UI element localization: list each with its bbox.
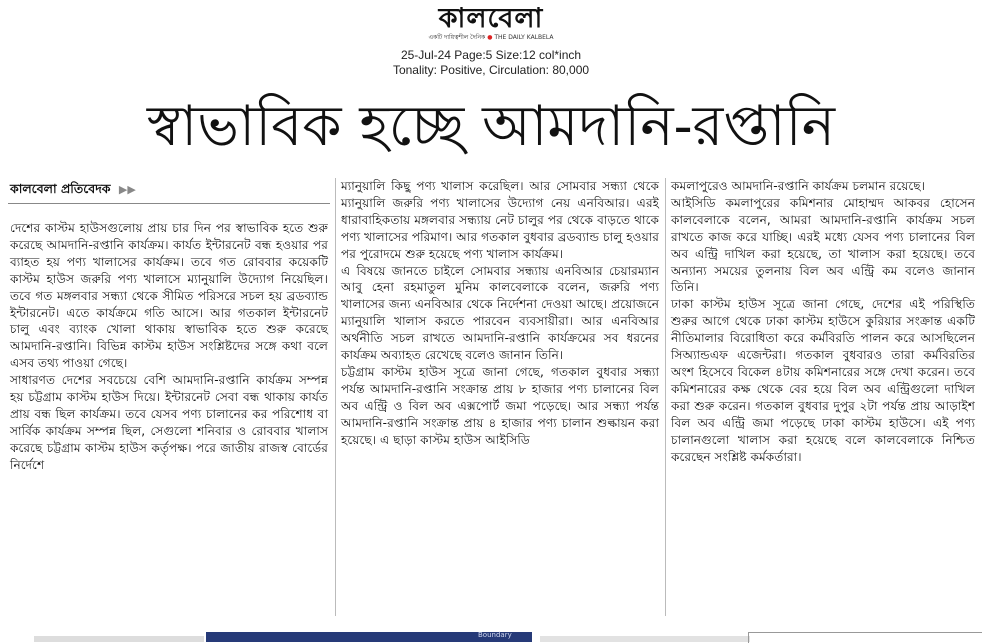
- paragraph: দেশের কাস্টম হাউসগুলোয় প্রায় চার দিন পর স্বাভাবিক হতে শুরু করেছে আমদানি-রপ্তানি কার্যক্রম। কার্যত ইন্টারনেট বন্ধ হওয়ার পর ব্যাহত হয় পণ্য খালাসের কার্যক্রম। তবে গত রোববার কয়েকটি কাস্টম হাউস জরুরি পণ্য খালাসে ম্যানুয়ালি উদ্যোগ নিয়েছিল। তবে গত মঙ্গলবার সন্ধ্যা থেকে সীমিত পরিসরে সচল হয় ব্রডব্যান্ড ইন্টারনেট। এতে কার্যক্রমে গতি আসে। আর গতকাল ইন্টারনেট চালু এবং ব্যাংক খোলা থাকায় স্বাভাবিক হতে শুরু করেছে আমদানি-রপ্তানি। বিভিন্ন কাস্টম হাউস সংশ্লিষ্টদের সঙ্গে কথা বলে এসব তথ্য পাওয়া গেছে।: [10, 221, 328, 371]
- tagline-dot-icon: ●: [487, 34, 493, 41]
- masthead: [0, 4, 982, 42]
- paragraph: এ বিষয়ে জানতে চাইলে সোমবার সন্ধ্যায় এনবিআর চেয়ারম্যান আবু হেনা রহমাতুল মুনিম কালবেলাকে বলেন, জরুরি পণ্য খালাসের জন্য এনবিআর থেকে নির্দেশনা দেওয়া আছে। প্রয়োজনে ম্যানুয়ালি খালাস করতে পারবেন ব্যবসায়ীরা। আর এনবিআর অর্থনীতি সচল রাখতে আমদানি-রপ্তানি কার্যক্রমের সব ধরনের কার্যক্রম অব্যাহত রেখেছে বলেও জানান তিনি।: [341, 263, 659, 363]
- newspaper-logo: কালবেলা: [438, 3, 544, 34]
- meta-date-page-size: 25-Jul-24 Page:5 Size:12 col*inch: [400, 48, 582, 62]
- tagline-english: THE DAILY KALBELA: [494, 34, 554, 41]
- paragraph: চট্টগ্রাম কাস্টম হাউস সূত্রে জানা গেছে, গতকাল বুধবার সন্ধ্যা পর্যন্ত আমদানি-রপ্তানি সংক্রান্ত প্রায় ৮ হাজার পণ্য চালানের বিল অব এন্ট্রি ও বিল অব এক্সপোর্ট জমা পড়েছে। আর সন্ধ্যা পর্যন্ত আমদানি-রপ্তানি সংক্রান্ত প্রায় ৪ হাজার পণ্য চালান শুল্কায়ন করা হয়েছে। এ ছাড়া কাস্টম হাউস আইসিডি: [341, 364, 659, 447]
- article-column-3: [671, 178, 975, 465]
- article-column-2: [341, 178, 659, 449]
- paragraph: ম্যানুয়ালি কিছু পণ্য খালাস করেছিল। আর সোমবার সন্ধ্যা থেকে ম্যানুয়ালি জরুরি পণ্য খালাসের উদ্যোগ নেয় এনবিআর। এরই ধারাবাহিকতায় মঙ্গলবার সন্ধ্যায় নেট চালুর পর থেকে বাড়তে থাকে পণ্য খালাসের পরিমাণ। আর গতকাল বুধবার ব্রডব্যান্ড চালু হওয়ার পর পুরোদমে শুরু হয়েছে পণ্য খালাস কার্যক্রম।: [341, 179, 659, 261]
- byline-arrow-icon: ▶▶: [118, 183, 136, 196]
- tagline-bangla: একটি দায়িত্বশীল দৈনিক: [428, 34, 486, 41]
- masthead-tagline: [0, 34, 982, 42]
- column-divider-2: [665, 178, 666, 616]
- article-column-1: [10, 220, 328, 474]
- paragraph: কমলাপুরেও আমদানি-রপ্তানি কার্যক্রম চলমান রয়েছে।: [671, 179, 926, 193]
- banner-label: Boundary: [478, 631, 512, 639]
- byline-divider: [8, 203, 330, 204]
- adjacent-image-fragment: [540, 636, 750, 642]
- adjacent-image-fragment: [34, 636, 204, 642]
- article-byline: [10, 180, 330, 199]
- paragraph: সাধারণত দেশের সবচেয়ে বেশি আমদানি-রপ্তানি কার্যক্রম সম্পন্ন হয় চট্টগ্রাম কাস্টম হাউস দিয়ে। ইন্টারনেট সেবা বন্ধ থাকায় কার্যত প্রায় বন্ধ ছিল কার্যক্রম। তবে যেসব পণ্য চালানের কর পরিশোধ বা সার্বিক কার্যক্রম সম্পন্ন ছিল, সেগুলো শনিবার ও রোববার খালাস করেছে চট্টগ্রাম কাস্টম হাউস কর্তৃপক্ষ। পরে জাতীয় রাজস্ব বোর্ডের নির্দেশে: [10, 373, 328, 472]
- adjacent-banner-fragment: [206, 632, 532, 642]
- column-divider-1: [335, 178, 336, 616]
- adjacent-content-strip: [0, 630, 982, 642]
- paragraph: ঢাকা কাস্টম হাউস সূত্রে জানা গেছে, দেশের এই পরিস্থিতি শুরুর আগে থেকে ঢাকা কাস্টম হাউসে কুরিয়ার সংক্রান্ত একটি নীতিমালার বিরোধিতা করে কর্মবিরতি পালন করে আসছিলেন সিঅ্যান্ডএফ এজেন্টরা। গতকাল বুধবারও তারা কর্মবিরতির অংশ হিসেবে বিকেল ৪টায় কমিশনারের সঙ্গে দেখা করেন। তবে কমিশনারের কক্ষ থেকে বের হয়ে বিল অব এন্ট্রিগুলো দাখিল করা শুরু করেন। গতকাল বুধবার দুপুর ২টা পর্যন্ত প্রায় আড়াইশ বিল অব এন্ট্রি জমা পড়েছে ঢাকা কাস্টম হাউসে। এই পণ্য চালানগুলো খালাস করা হয়েছে বলে কালবেলাকে নিশ্চিত করেছেন সংশ্লিষ্ট কর্মকর্তারা।: [671, 297, 975, 464]
- clipping-meta: [0, 48, 982, 78]
- article-headline: স্বাভাবিক হচ্ছে আমদানি-রপ্তানি: [146, 94, 836, 159]
- byline-text: কালবেলা প্রতিবেদক: [10, 181, 111, 196]
- adjacent-box-fragment: [748, 632, 982, 643]
- meta-tonality-circulation: Tonality: Positive, Circulation: 80,000: [392, 63, 590, 77]
- paragraph: আইসিডি কমলাপুরের কমিশনার মোহাম্মদ আকবর হোসেন কালবেলাকে বলেন, আমরা আমদানি-রপ্তানি কার্যক্রম সচল রাখতে কাজ করে যাচ্ছি। এরই মধ্যে যেসব পণ্য চালানের বিল অব এন্ট্রি দাখিল করা হয়েছে, তা খালাস করা হয়েছে। তবে অন্যান্য সময়ের তুলনায় বিল অব এন্ট্রি কম বলেও জানান তিনি।: [671, 195, 975, 295]
